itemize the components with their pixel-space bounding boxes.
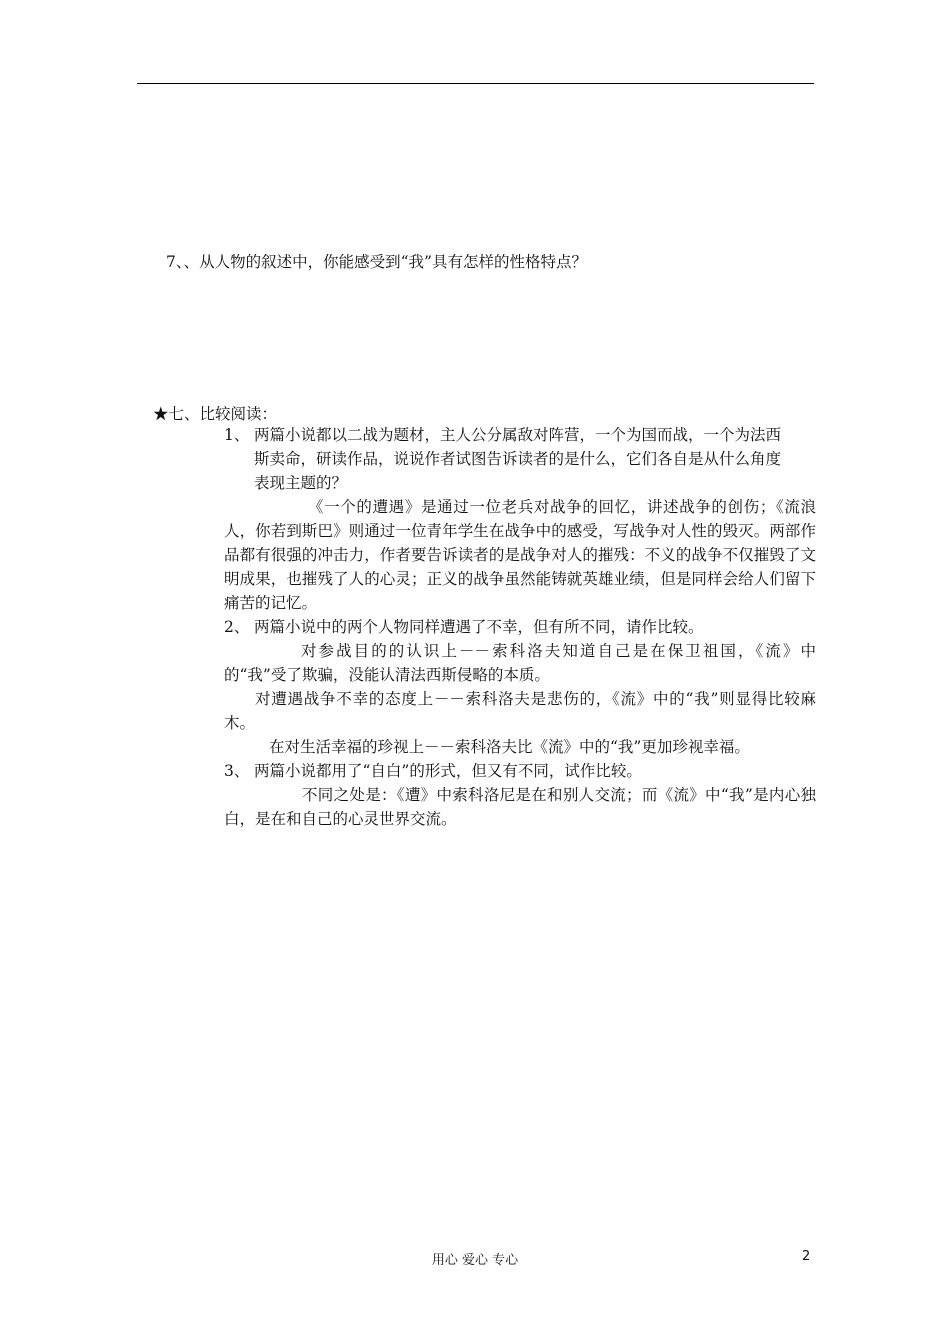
page-footer: 用心 爱心 专心 [431,1253,519,1268]
question-item-3 [224,759,816,783]
question-line: 斯卖命，研读作品，说说作者试图告诉读者的是什么，它们各自是从什么角度 [254,450,782,468]
comparison-block [224,423,816,831]
item-number: 1、 [224,426,250,444]
section-title: ★七、比较阅读： [153,405,278,423]
answer-paragraph: 对遭遇战争不幸的态度上－－索科洛夫是悲伤的，《流》中的“我”则显得比较麻木。 [224,690,816,732]
question-line: 两篇小说都用了“自白”的形式，但又有不同，试作比较。 [254,762,642,780]
item-number: 2、 [224,618,250,636]
question-line: 两篇小说中的两个人物同样遭遇了不幸，但有所不同，请作比较。 [254,618,704,636]
header-rule [137,83,814,84]
question-item-1 [224,423,816,495]
answer-paragraph: 不同之处是：《遭》中索科洛尼是在和别人交流；而《流》中“我”是内心独白，是在和自己的心灵世界交流。 [224,786,816,828]
item-number: 3、 [224,762,250,780]
question-7: 7、、从人物的叙述中，你能感受到“我”具有怎样的性格特点？ [166,253,587,271]
answer-paragraph: 在对生活幸福的珍视上－－索科洛夫比《流》中的“我”更加珍视幸福。 [269,738,750,756]
question-line: 两篇小说都以二战为题材，主人公分属敌对阵营，一个为国而战，一个为法西 [254,426,782,444]
page-number: 2 [802,1249,811,1264]
answer-paragraph: 对参战目的的认识上－－索科洛夫知道自己是在保卫祖国，《流》中的“我”受了欺骗，没能认清法西斯侵略的本质。 [224,642,816,684]
answer-paragraph: 《一个的遭遇》是通过一位老兵对战争的回忆，讲述战争的创伤；《流浪人，你若到斯巴》则通过一位青年学生在战争中的感受，写战争对人性的毁灭。两部作品都有很强的冲击力，作者要告诉读者的是战争对人的摧残：不义的战争不仅摧毁了文明成果，也摧残了人的心灵；正义的战争虽然能铸就英雄业绩，但是同样会给人们留下痛苦的记忆。 [224,498,816,612]
question-line: 表现主题的？ [254,474,348,492]
question-item-2 [224,615,816,639]
